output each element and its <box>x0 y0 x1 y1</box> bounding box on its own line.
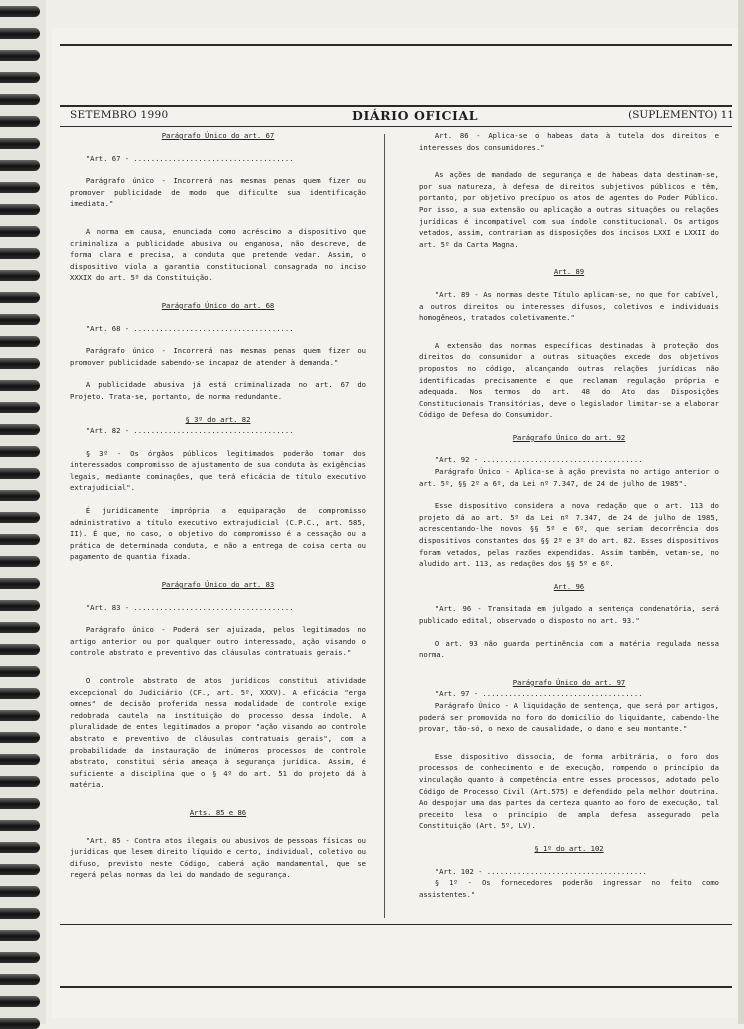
binding-ring <box>0 600 40 611</box>
binding-ring <box>0 402 40 413</box>
spacer <box>70 563 366 579</box>
spacer <box>419 489 719 500</box>
binding-ring <box>0 886 40 897</box>
spacer <box>419 278 719 289</box>
binding-ring <box>0 358 40 369</box>
binding-ring <box>0 996 40 1007</box>
section-heading: § 3º do art. 82 <box>185 414 251 424</box>
left-column <box>70 130 366 881</box>
binding-ring <box>0 710 40 721</box>
spacer <box>70 819 366 835</box>
binding-ring <box>0 28 40 39</box>
header-rule-top <box>60 105 732 107</box>
binding-ring <box>0 336 40 347</box>
spacer <box>419 421 719 432</box>
paragraph: O controle abstrato de atos jurídicos constitui atividade excepcional do Judiciário (CF., art. 5º, XXXV). A eficácia "erga omnes" de decisão proferida nessa modalidade de controle exige redobrada cautela na instituição do processo dessa índole. A pluralidade de entes legitimados a propor "ação visando ao controle abstrato e preventivo de cláusulas contratuais gerais", com a probabilidade da instauração de inúmeros processos de controle abstrato, constitui séria ameaça à segurança jurídica. Assim, é suficiente a disciplina que o § 4º do art. 51 do projeto dá à matéria. <box>70 676 366 790</box>
binding-ring <box>0 226 40 237</box>
header-rule-bottom <box>60 126 732 127</box>
spacer <box>419 855 719 866</box>
binding-ring <box>0 270 40 281</box>
spacer <box>70 659 366 675</box>
paragraph: Art. 86 - Aplica-se o habeas data à tutela dos direitos e interesses dos consumidores." <box>419 131 719 152</box>
binding-ring <box>0 952 40 963</box>
header-supplement: (SUPLEMENTO) 11 <box>628 109 734 121</box>
spacer <box>419 735 719 751</box>
binding-ring <box>0 292 40 303</box>
binding-ring <box>0 248 40 259</box>
binding-ring <box>0 160 40 171</box>
binding-ring <box>0 6 40 17</box>
article-quote: "Art. 83 - ..................................... <box>85 602 294 612</box>
spacer <box>419 324 719 340</box>
binding-ring <box>0 182 40 193</box>
spacer <box>419 443 719 454</box>
paragraph: Parágrafo Único - A liquidação de sentença, que será por artigos, poderá ser promovida no foro do domicílio do liquidante, cabendo-lhe provar, tão-só, o nexo de causalidade, o dano e seu montante." <box>419 700 719 734</box>
paragraph: As ações de mandado de segurança e de habeas data destinam-se, por sua natureza, à defesa de direitos subjetivos públicos e têm, portanto, por objetivo precípuo os atos de agentes do Poder Público. Por isso, a sua extensão ou aplicação a outras situações ou relações jurídicas é incompatível com sua índole constitucional. Os artigos vetados, assim, contrariam as disposições dos incisos LXXI e LXXII do art. 5º da Carta Magna. <box>419 170 719 249</box>
binding-ring <box>0 94 40 105</box>
spacer <box>70 437 366 448</box>
spacer <box>70 403 366 414</box>
page-header <box>70 109 734 125</box>
spiral-binding <box>0 0 46 1024</box>
article-quote: "Art. 82 - ..................................... <box>85 426 294 436</box>
spacer <box>70 312 366 323</box>
binding-ring <box>0 930 40 941</box>
binding-ring <box>0 468 40 479</box>
binding-ring <box>0 424 40 435</box>
article-quote: "Art. 92 - ..................................... <box>434 455 643 465</box>
binding-ring <box>0 776 40 787</box>
spacer <box>419 250 719 266</box>
spacer <box>70 164 366 175</box>
article-quote: "Art. 97 - ..................................... <box>434 689 643 699</box>
binding-ring <box>0 732 40 743</box>
binding-ring <box>0 556 40 567</box>
paragraph: A extensão das normas específicas destinadas à proteção dos direitos do consumidor a outras situações excede dos objetivos propostos no código, alcançando outras relações jurídicas não identificadas precisamente e que reclamam regulação própria e adequada. Nos termos do art. 48 do Ato das Disposições Constitucionais Transitórias, deve o legislador limitar-se a elaborar Código de Defesa do Consumidor. <box>419 340 719 420</box>
binding-ring <box>0 622 40 633</box>
section-heading: Parágrafo Único do art. 67 <box>161 131 275 140</box>
page-edge <box>738 0 744 1024</box>
section-heading: Parágrafo Único do art. 97 <box>512 677 626 687</box>
spacer <box>70 334 366 345</box>
binding-ring <box>0 688 40 699</box>
section-heading: § 1º do art. 102 <box>534 843 604 853</box>
article-quote: "Art. 67 - ..................................... <box>85 153 294 163</box>
paragraph: "Art. 85 - Contra atos ilegais ou abusivos de pessoas físicas ou jurídicas que lesem direito líquido e certo, individual, coletivo ou difuso, previsto neste Código, caberá ação mandamental, que se regerá pelas normas da lei do mandado de segurança. <box>70 835 366 880</box>
article-quote: "Art. 102 - ..................................... <box>434 866 647 876</box>
paragraph: "Art. 89 - As normas deste Título aplicam-se, no que for cabível, a outros direitos ou interesses difusos, coletivos e individuais homogêneos, tratados coletivamente." <box>419 289 719 323</box>
binding-ring <box>0 666 40 677</box>
spacer <box>419 153 719 169</box>
section-heading: Parágrafo Único do art. 68 <box>161 300 275 310</box>
binding-ring <box>0 380 40 391</box>
binding-ring <box>0 534 40 545</box>
binding-ring <box>0 974 40 985</box>
binding-ring <box>0 798 40 809</box>
top-rule <box>60 44 732 46</box>
spacer <box>419 627 719 638</box>
section-heading: Parágrafo Único do art. 92 <box>512 432 626 442</box>
binding-ring <box>0 446 40 457</box>
spacer <box>70 142 366 153</box>
paragraph: Esse dispositivo considera a nova redação que o art. 113 do projeto dá ao art. 5º da Lei nº 7.347, de 24 de julho de 1985, acrescentando-lhe novos §§ 5º e 6º, que seriam decorrência dos dispositivos constantes dos §§ 2º e 3º do art. 82. Esses dispositivos foram vetados, pelas razões expendidas. Assim também, vetam-se, no aludido art. 113, as redações dos §§ 5º e 6º. <box>419 501 719 569</box>
binding-ring <box>0 578 40 589</box>
spacer <box>419 592 719 603</box>
binding-ring <box>0 314 40 325</box>
section-heading: Art. 89 <box>553 267 585 277</box>
footer-rule-1 <box>60 924 732 925</box>
section-heading: Parágrafo Único do art. 83 <box>161 580 275 590</box>
paragraph: É juridicamente imprópria a equiparação de compromisso administrativo a título executivo extrajudicial (C.P.C., art. 585, II). É que, no caso, o objetivo do compromisso é a cessação ou a prática de determinada conduta, e não a entrega de coisa certa ou pagamento de quantia fixada. <box>70 506 366 562</box>
binding-ring <box>0 204 40 215</box>
article-quote: "Art. 68 - ..................................... <box>85 323 294 333</box>
spacer <box>419 832 719 843</box>
column-divider <box>384 134 385 918</box>
spacer <box>70 210 366 226</box>
header-title: DIÁRIO OFICIAL <box>352 108 479 123</box>
binding-ring <box>0 512 40 523</box>
spacer <box>70 368 366 379</box>
binding-ring <box>0 754 40 765</box>
paragraph: O art. 93 não guarda pertinência com a matéria regulada nessa norma. <box>419 638 719 660</box>
spacer <box>70 494 366 505</box>
paragraph: "Art. 96 - Transitada em julgado a sentença condenatória, será publicado edital, observado o disposto no art. 93." <box>419 604 719 625</box>
binding-ring <box>0 116 40 127</box>
footer-rule-2 <box>60 986 732 988</box>
section-heading: Art. 96 <box>553 581 585 591</box>
header-date: SETEMBRO 1990 <box>70 109 169 121</box>
section-heading: Arts. 85 e 86 <box>189 807 247 817</box>
binding-ring <box>0 864 40 875</box>
paragraph: Parágrafo único - Poderá ser ajuizada, pelos legitimados no artigo anterior ou por qualquer outro interessado, ação visando o controle abstrato e preventivo das cláusulas contratuais gerais." <box>70 625 366 658</box>
right-column <box>419 130 719 900</box>
paragraph: A norma em causa, enunciada como acréscimo a dispositivo que criminaliza a publicidade abusiva ou enganosa, não descreve, de forma clara e precisa, a conduta que pretende vedar. Assim, o dispositivo viola a garantia constitucional consagrada no inciso XXXIX do art. 5º da Constituição. <box>70 226 366 283</box>
binding-ring <box>0 644 40 655</box>
binding-ring <box>0 50 40 61</box>
paragraph: § 3º - Os órgãos públicos legitimados poderão tomar dos interessados compromisso de ajustamento de sua conduta às exigências legais, mediante cominações, que terá eficácia de título executivo extrajudicial". <box>70 448 366 493</box>
paragraph: Esse dispositivo dissocia, de forma arbitrária, o foro dos processos de conhecimento e de execução, rompendo o princípio da vinculação quanto à competência entre esses processos, adotado pelo Código de Processo Civil (Art.575) e defendido pela melhor doutrina. Ao despojar uma das partes da certeza quanto ao foro de execução, tal preceito lesa o princípio de ampla defesa assegurado pela Constituição (Art. 5º, LV). <box>419 751 719 831</box>
paragraph: Parágrafo Único - Aplica-se à ação prevista no artigo anterior o art. 5º, §§ 2º a 6º, da Lei nº 7.347, de 24 de julho de 1985". <box>419 467 719 488</box>
paragraph: A publicidade abusiva já está criminalizada no art. 67 do Projeto. Trata-se, portanto, de norma redundante. <box>70 380 366 401</box>
spacer <box>419 570 719 581</box>
spacer <box>70 284 366 300</box>
binding-ring <box>0 820 40 831</box>
binding-ring <box>0 908 40 919</box>
binding-ring <box>0 72 40 83</box>
spacer <box>70 613 366 624</box>
paragraph: Parágrafo único - Incorrerá nas mesmas penas quem fizer ou promover publicidade sabendo-se incapaz de atender à demanda." <box>70 346 366 367</box>
binding-ring <box>0 138 40 149</box>
binding-ring <box>0 842 40 853</box>
paragraph: § 1º - Os fornecedores poderão ingressar no feito como assistentes." <box>419 878 719 899</box>
binding-ring <box>0 490 40 501</box>
paragraph: Parágrafo único - Incorrerá nas mesmas penas quem fizer ou promover publicidade de modo que dificulte sua identificação imediata." <box>70 176 366 209</box>
spacer <box>70 591 366 602</box>
spacer <box>70 791 366 807</box>
spacer <box>419 661 719 677</box>
